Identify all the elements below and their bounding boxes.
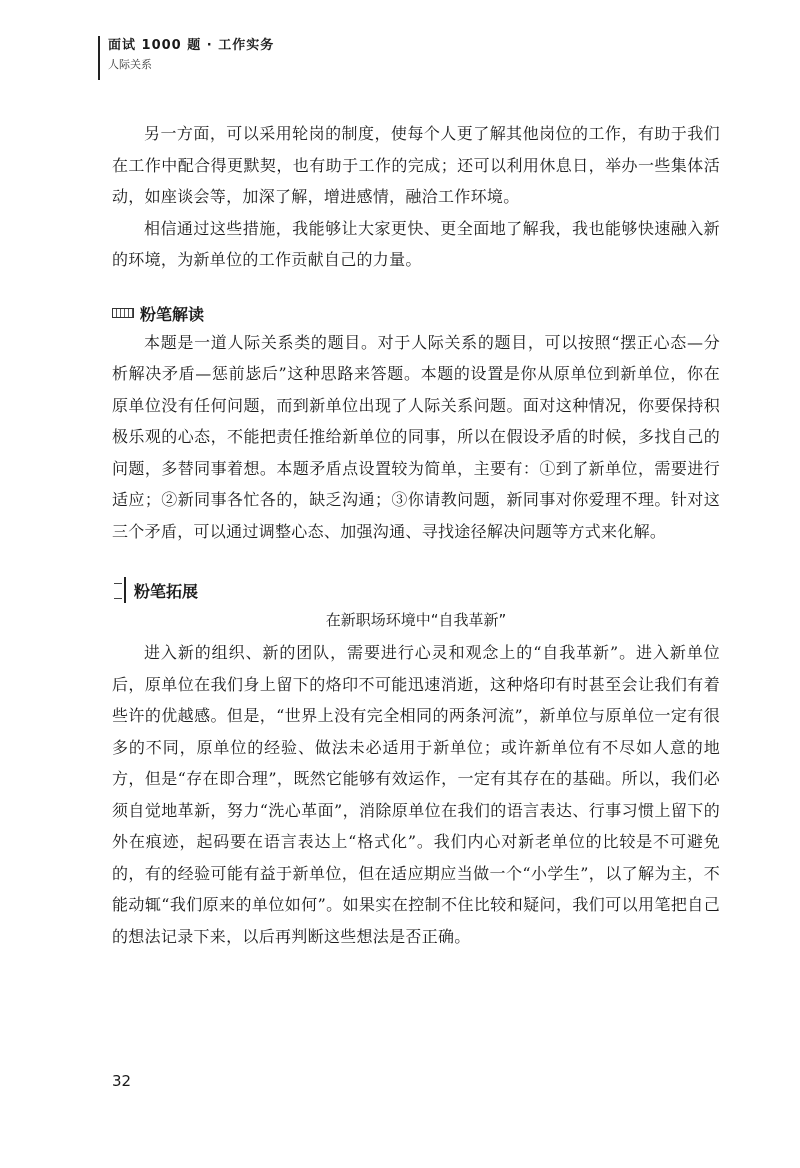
section-title: 粉笔拓展 <box>134 581 199 601</box>
section-heading-extension <box>112 577 720 603</box>
interpretation-paragraph: 本题是一道人际关系类的题目。对于人际关系的题目，可以按照“摆正心态—分析解决矛盾—惩前毖后”这种思路来答题。本题的设置是你从原单位到新单位，你在原单位没有任何问题，而到新单位出现了人际关系问题。面对这种情况，你要保持积极乐观的心态，不能把责任推给新单位的同事，所以在假设矛盾的时候，多找自己的问题，多替同事着想。本题矛盾点设置较为简单，主要有：①到了新单位，需要进行适应；②新同事各忙各的，缺乏沟通；③你请教问题，新同事对你爱理不理。针对这三个矛盾，可以通过调整心态、加强沟通、寻找途径解决问题等方式来化解。 <box>112 332 720 541</box>
book-title: 面试 1000 题 · 工作实务 <box>108 38 275 53</box>
chapter-name: 人际关系 <box>108 58 152 71</box>
note-icon <box>112 308 134 318</box>
running-head <box>98 36 274 80</box>
body-paragraph: 另一方面，可以采用轮岗的制度，使每个人更了解其他岗位的工作，有助于我们在工作中配合得更默契，也有助于工作的完成；还可以利用休息日，举办一些集体活动，如座谈会等，加深了解，增进感情，融洽工作环境。 <box>112 124 720 206</box>
body-paragraph: 相信通过这些措施，我能够让大家更快、更全面地了解我，我也能够快速融入新的环境，为新单位的工作贡献自己的力量。 <box>112 218 720 269</box>
section-heading-interpretation <box>112 302 720 325</box>
extension-paragraph: 进入新的组织、新的团队，需要进行心灵和观念上的“自我革新”。进入新单位后，原单位在我们身上留下的烙印不可能迅速消逝，这种烙印有时甚至会让我们有着些许的优越感。但是，“世界上没有完全相同的两条河流”，新单位与原单位一定有很多的不同，原单位的经验、做法未必适用于新单位；或许新单位有不尽如人意的地方，但是“存在即合理”，既然它能够有效运作，一定有其存在的基础。所以，我们必须自觉地革新，努力“洗心革面”，消除原单位在我们的语言表达、行事习惯上留下的外在痕迹，起码要在语言表达上“格式化”。我们内心对新老单位的比较是不可避免的，有的经验可能有益于新单位，但在适应期应当做一个“小学生”，以了解为主，不能动辄“我们原来的单位如何”。如果实在控制不住比较和疑问，我们可以用笔把自己的想法记录下来，以后再判断这些想法是否正确。 <box>112 643 720 946</box>
article-title: 在新职场环境中“自我革新” <box>325 611 507 629</box>
section-title: 粉笔解读 <box>140 304 205 324</box>
page-body <box>112 118 720 952</box>
page-number: 32 <box>112 1072 132 1090</box>
bracket-icon <box>112 577 128 603</box>
